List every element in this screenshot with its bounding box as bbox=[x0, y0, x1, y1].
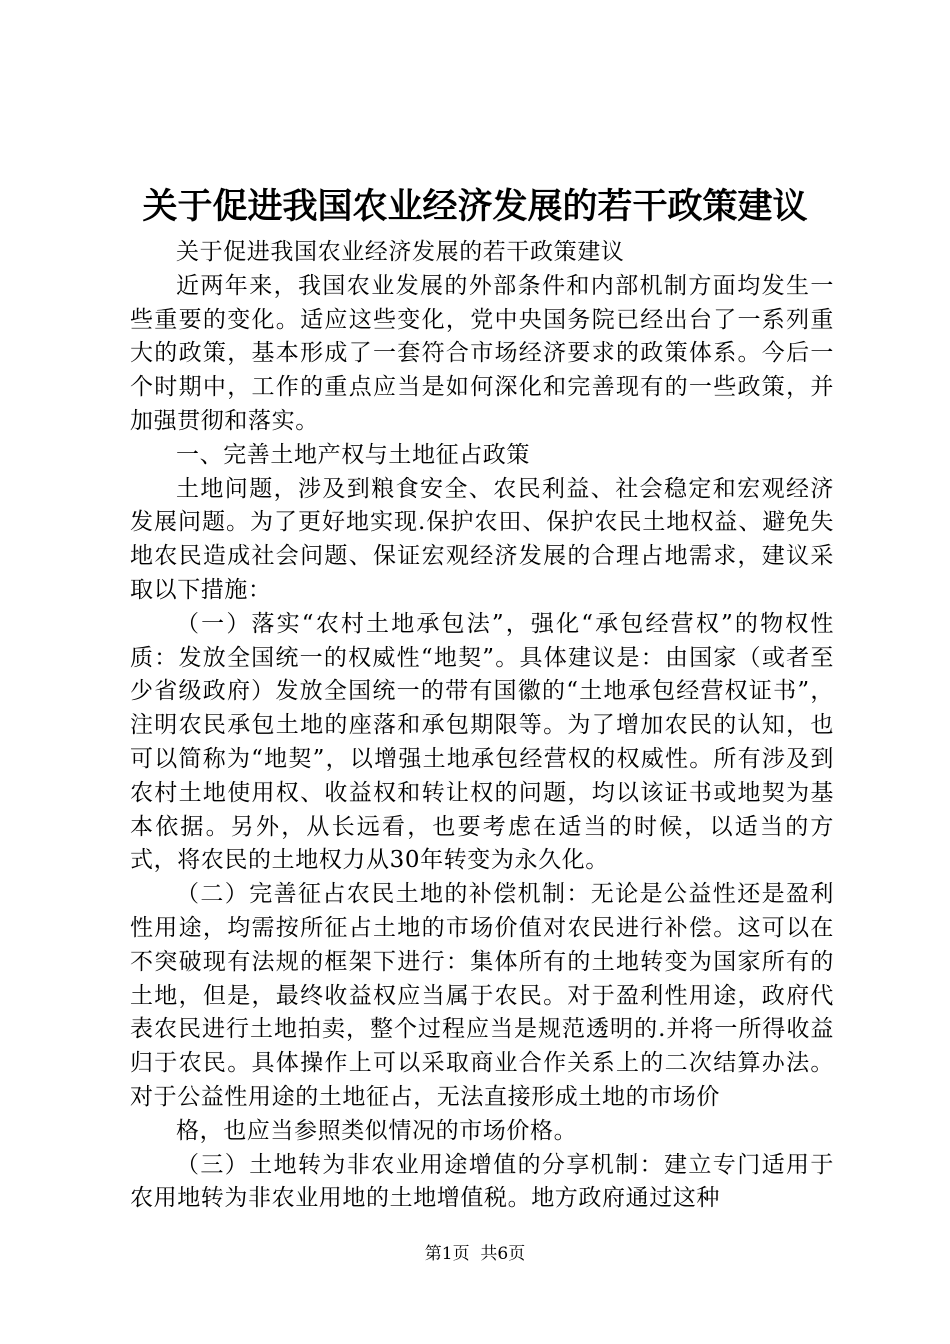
paragraph-item-1: （一）落实“农村土地承包法”，强化“承包经营权”的物权性质：发放全国统一的权威性“地契”。具体建议是：由国家（或者至少省级政府）发放全国统一的带有国徽的“土地承包经营权证书”，注明农民承包土地的座落和承包期限等。为了增加农民的认知，也可以简称为“地契”，以增强土地承包经营权的权威性。所有涉及到农村土地使用权、收益权和转让权的问题，均以该证书或地契为基本依据。另外，从长远看，也要考虑在适当的时候，以适当的方式，将农民的土地权力从30年转变为永久化。 bbox=[130, 610, 834, 874]
paragraph-item-2-continued: 格，也应当参照类似情况的市场价格。 bbox=[176, 1117, 578, 1144]
paragraph-item-2: （二）完善征占农民土地的补偿机制：无论是公益性还是盈利性用途，均需按所征占土地的市场价值对农民进行补偿。这可以在不突破现有法规的框架下进行：集体所有的土地转变为国家所有的土地，但是，最终收益权应当属于农民。对于盈利性用途，政府代表农民进行土地拍卖，整个过程应当是规范透明的.并将一所得收益归于农民。具体操作上可以采取商业合作关系上的二次结算办法。对于公益性用途的土地征占，无法直接形成土地的市场价 bbox=[130, 881, 834, 1110]
document-title: 关于促进我国农业经济发展的若干政策建议 bbox=[142, 186, 808, 227]
document-body bbox=[130, 236, 834, 1216]
paragraph-item-3: （三）土地转为非农业用途增值的分享机制：建立专门适用于农用地转为非农业用地的土地增值税。地方政府通过这种 bbox=[130, 1151, 834, 1212]
paragraph-intro: 近两年来，我国农业发展的外部条件和内部机制方面均发生一些重要的变化。适应这些变化，党中央国务院已经出台了一系列重大的政策，基本形成了一套符合市场经济要求的政策体系。今后一个时期中，工作的重点应当是如何深化和完善现有的一些政策，并加强贯彻和落实。 bbox=[130, 272, 834, 434]
paragraph-subtitle: 关于促进我国农业经济发展的若干政策建议 bbox=[176, 239, 625, 265]
paragraph-land-issues: 土地问题，涉及到粮食安全、农民利益、社会稳定和宏观经济发展问题。为了更好地实现.保护农田、保护农民土地权益、避免失地农民造成社会问题、保证宏观经济发展的合理占地需求，建议采取以下措施： bbox=[130, 475, 834, 603]
page-number: 第1页 bbox=[424, 1244, 470, 1264]
page-footer bbox=[0, 1242, 950, 1266]
section-heading-land-policy: 一、完善土地产权与土地征占政策 bbox=[176, 441, 530, 468]
page-total: 共6页 bbox=[480, 1244, 526, 1264]
